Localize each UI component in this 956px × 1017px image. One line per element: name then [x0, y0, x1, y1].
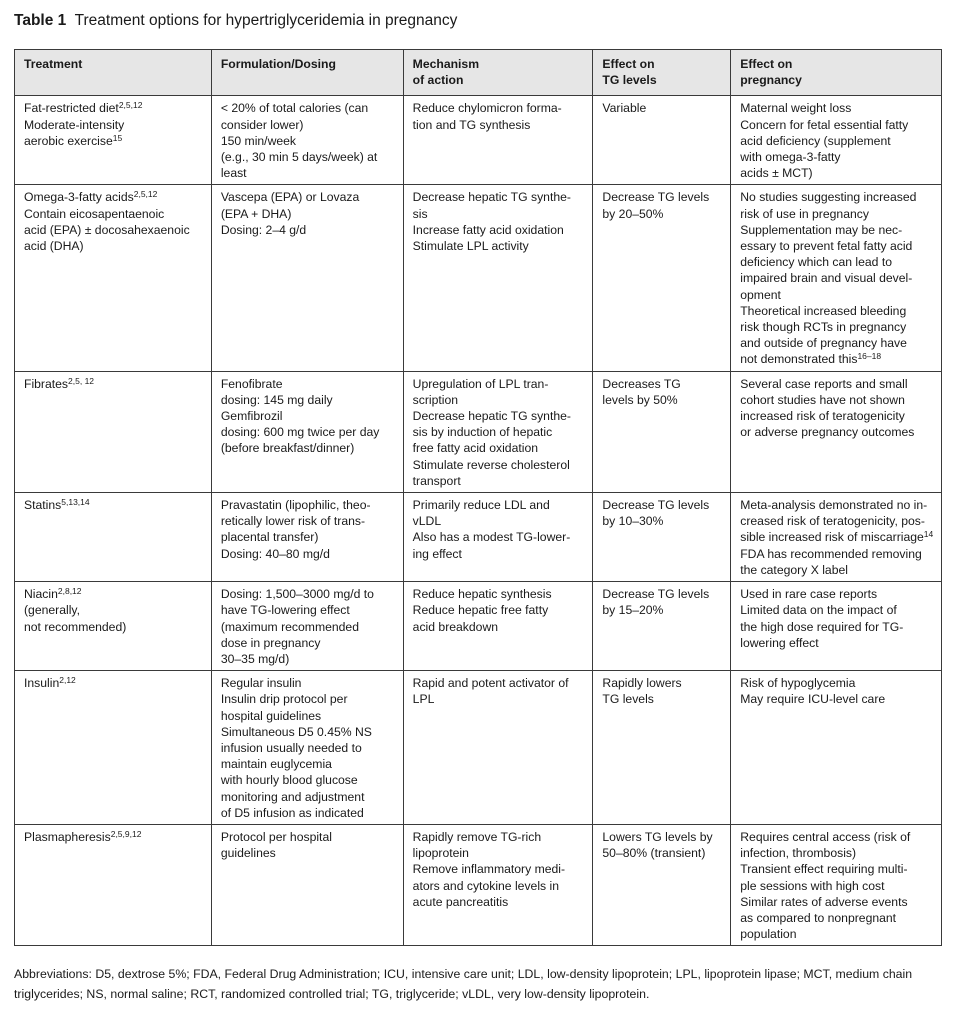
cell-line: Dosing: 1,500–3000 mg/d to [220, 587, 374, 602]
dosing-cell [211, 185, 403, 371]
cell-line-text: aerobic exercise [24, 133, 113, 148]
cell-line [740, 335, 936, 351]
cell-line-text: Fat-restricted diet [24, 101, 119, 116]
cell-line [740, 270, 936, 286]
cell-line: Dosing: 2–4 g/d [220, 222, 307, 237]
cell-line: 30–35 mg/d) [220, 651, 290, 666]
table-caption [14, 11, 457, 31]
cell-line: Gemfibrozil [220, 409, 283, 424]
cell-line: Also has a modest TG-lower- [412, 530, 571, 545]
cell-line: Vascepa (EPA) or Lovaza [220, 190, 360, 205]
cell-line-text: deficiency which can lead to [740, 255, 892, 270]
cell-line: by 20–50% [602, 206, 664, 221]
cell-line: least [220, 166, 247, 181]
header-mechanism: Mechanism of action [403, 50, 593, 96]
cell-line-text: essary to prevent fetal fatty acid [740, 239, 913, 254]
cell-line: acid breakdown [412, 619, 499, 634]
cell-line: levels by 50% [602, 392, 678, 407]
cell-line: ing effect [412, 546, 462, 561]
treatment-cell [15, 582, 212, 671]
cell-line: Decrease hepatic TG synthe- [412, 190, 571, 205]
cell-line [24, 586, 206, 602]
cell-line: Decrease TG levels [602, 498, 710, 513]
cell-line: Rapid and potent activator of [412, 676, 569, 691]
cell-line: (e.g., 30 min 5 days/week) at [220, 150, 378, 165]
cell-line: vLDL [412, 514, 442, 529]
cell-line: Decrease TG levels [602, 587, 710, 602]
cell-line-text: Niacin [24, 587, 58, 602]
cell-line-text: FDA has recommended removing [740, 546, 922, 561]
mechanism-cell [403, 824, 593, 945]
cell-line: Stimulate LPL activity [412, 239, 529, 254]
cell-line-text: cohort studies have not shown [740, 392, 905, 407]
cell-line: < 20% of total calories (can [220, 101, 369, 116]
cell-line: Increase fatty acid oxidation [412, 222, 564, 237]
cell-line-text: the high dose required for TG- [740, 619, 904, 634]
header-tg-effect: Effect on TG levels [593, 50, 731, 96]
cell-line-text: acid (DHA) [24, 239, 84, 254]
cell-line: Simultaneous D5 0.45% NS [220, 724, 372, 739]
cell-line: LPL [412, 692, 435, 707]
treatment-cell [15, 824, 212, 945]
cell-line [740, 829, 936, 845]
cell-line [24, 497, 206, 513]
cell-line [740, 691, 936, 707]
table-row [15, 371, 942, 492]
dosing-cell [211, 96, 403, 185]
cell-line: Reduce chylomicron forma- [412, 101, 562, 116]
table-label: Table 1 [14, 12, 67, 29]
pregnancy-effect-cell [731, 371, 942, 492]
cell-line: consider lower) [220, 117, 304, 132]
table-row [15, 824, 942, 945]
cell-line: Regular insulin [220, 676, 302, 691]
cell-line-text: Limited data on the impact of [740, 603, 897, 618]
table-row [15, 96, 942, 185]
cell-line [24, 675, 206, 691]
abbreviations-footnote: Abbreviations: D5, dextrose 5%; FDA, Federal Drug Administration; ICU, intensive care unit; LDL, low-density lipoprotein; LPL, lipoprotein lipase; MCT, medium chain triglycerides; NS, normal saline; RCT, randomized controlled trial; TG, triglyceride; vLDL, very low-density lipoprotein. [14, 967, 913, 1001]
mechanism-cell [403, 96, 593, 185]
cell-line [740, 878, 936, 894]
cell-line [740, 287, 936, 303]
dosing-cell [211, 493, 403, 582]
dosing-cell [211, 371, 403, 492]
cell-line: Rapidly remove TG-rich [412, 829, 542, 844]
cell-line: Protocol per hospital [220, 829, 332, 844]
cell-line: sis by induction of hepatic [412, 425, 553, 440]
tg-effect-cell [593, 96, 731, 185]
cell-line-text: not recommended) [24, 619, 127, 634]
cell-line: of D5 infusion as indicated [220, 805, 364, 820]
table-title: Treatment options for hypertriglyceridemia in pregnancy [74, 12, 458, 29]
tg-effect-cell [593, 582, 731, 671]
cell-line [740, 586, 936, 602]
cell-line [24, 376, 206, 392]
cell-line: TG levels [602, 692, 654, 707]
treatment-cell [15, 671, 212, 825]
cell-line-text: sible increased risk of miscarriage [740, 530, 924, 545]
treatment-cell [15, 96, 212, 185]
cell-line-text: Similar rates of adverse events [740, 894, 908, 909]
header-formulation-dosing: Formulation/Dosing [211, 50, 403, 96]
cell-line-text: Insulin [24, 676, 60, 691]
cell-line [740, 165, 936, 181]
cell-line: hospital guidelines [220, 708, 322, 723]
tg-effect-cell [593, 493, 731, 582]
cell-line-text: Transient effect requiring multi- [740, 862, 908, 877]
cell-line-text: increased risk of teratogenicity [740, 409, 905, 424]
cell-line [740, 222, 936, 238]
cell-line: free fatty acid oxidation [412, 441, 539, 456]
cell-line [740, 845, 936, 861]
cell-line: have TG-lowering effect [220, 603, 350, 618]
cell-line [24, 133, 206, 149]
cell-line [24, 189, 206, 205]
cell-line-text: Supplementation may be nec- [740, 222, 903, 237]
cell-line [740, 513, 936, 529]
cell-line: Decrease hepatic TG synthe- [412, 409, 571, 424]
cell-line [24, 602, 206, 618]
cell-line-text: not demonstrated this [740, 352, 858, 367]
cell-line-text: acids ± MCT) [740, 166, 813, 181]
cell-line-text: Several case reports and small [740, 376, 908, 391]
cell-line [740, 562, 936, 578]
tg-effect-cell [593, 185, 731, 371]
cell-line-text: Moderate-intensity [24, 117, 125, 132]
cell-line-text: Maternal weight loss [740, 101, 852, 116]
cell-line-text: the category X label [740, 562, 848, 577]
cell-line: (before breakfast/dinner) [220, 441, 355, 456]
cell-line-text: infection, thrombosis) [740, 846, 857, 861]
cell-line: Lowers TG levels by [602, 829, 713, 844]
cell-line: Dosing: 40–80 mg/d [220, 546, 330, 561]
cell-line: retically lower risk of trans- [220, 514, 366, 529]
cell-line-text: acid (EPA) ± docosahexaenoic [24, 222, 190, 237]
treatment-cell [15, 371, 212, 492]
pregnancy-effect-cell [731, 185, 942, 371]
cell-line-text: Theoretical increased bleeding [740, 303, 907, 318]
treatment-table [14, 49, 942, 946]
cell-line [740, 117, 936, 133]
cell-line: transport [412, 473, 461, 488]
cell-line [740, 408, 936, 424]
cell-line: Upregulation of LPL tran- [412, 376, 549, 391]
cell-line: Remove inflammatory medi- [412, 862, 566, 877]
reference-superscript: 15 [112, 132, 123, 143]
dosing-cell [211, 582, 403, 671]
cell-line [740, 149, 936, 165]
cell-line-text: with omega-3-fatty [740, 150, 841, 165]
cell-line-text: Fibrates [24, 376, 69, 391]
cell-line [24, 238, 206, 254]
cell-line [740, 376, 936, 392]
cell-line [24, 100, 206, 116]
cell-line: ators and cytokine levels in [412, 878, 559, 893]
mechanism-cell [403, 371, 593, 492]
cell-line [740, 206, 936, 222]
cell-line: guidelines [220, 846, 276, 861]
cell-line: Stimulate reverse cholesterol [412, 457, 570, 472]
cell-line [740, 238, 936, 254]
cell-line: maintain euglycemia [220, 757, 332, 772]
cell-line [24, 206, 206, 222]
cell-line-text: Contain eicosapentaenoic [24, 206, 165, 221]
cell-line [24, 117, 206, 133]
cell-line-text: Statins [24, 498, 62, 513]
cell-line-text: Omega-3-fatty acids [24, 190, 134, 205]
cell-line-text: Requires central access (risk of [740, 829, 911, 844]
reference-superscript: 5,13,14 [61, 497, 90, 508]
cell-line [740, 254, 936, 270]
mechanism-cell [403, 185, 593, 371]
reference-superscript: 2,8,12 [57, 586, 82, 597]
cell-line: infusion usually needed to [220, 740, 362, 755]
cell-line-text: as compared to nonpregnant [740, 910, 897, 925]
reference-superscript: 2,5,12 [118, 100, 143, 111]
header-row [15, 50, 942, 96]
tg-effect-cell [593, 824, 731, 945]
cell-line: Insulin drip protocol per [220, 692, 348, 707]
cell-line [740, 635, 936, 651]
cell-line [740, 910, 936, 926]
reference-superscript: 16–18 [857, 351, 882, 362]
cell-line: by 15–20% [602, 603, 664, 618]
cell-line: Pravastatin (lipophilic, theo- [220, 498, 371, 513]
cell-line: dosing: 600 mg twice per day [220, 425, 380, 440]
cell-line-text: impaired brain and visual devel- [740, 271, 913, 286]
tg-effect-cell [593, 671, 731, 825]
cell-line [740, 675, 936, 691]
cell-line: Primarily reduce LDL and [412, 498, 550, 513]
cell-line-text: Plasmapheresis [24, 829, 111, 844]
cell-line [740, 926, 936, 942]
cell-line [740, 100, 936, 116]
dosing-cell [211, 824, 403, 945]
cell-line: lipoprotein [412, 846, 469, 861]
cell-line-text: No studies suggesting increased [740, 190, 917, 205]
mechanism-cell [403, 671, 593, 825]
mechanism-cell [403, 582, 593, 671]
cell-line-text: Concern for fetal essential fatty [740, 117, 909, 132]
cell-line: acute pancreatitis [412, 894, 509, 909]
cell-line-text: or adverse pregnancy outcomes [740, 425, 915, 440]
cell-line-text: risk though RCTs in pregnancy [740, 320, 907, 335]
cell-line-text: (generally, [24, 603, 80, 618]
cell-line-text: opment [740, 287, 781, 302]
pregnancy-effect-cell [731, 96, 942, 185]
pregnancy-effect-cell [731, 493, 942, 582]
cell-line: dosing: 145 mg daily [220, 392, 333, 407]
cell-line: Decrease TG levels [602, 190, 710, 205]
cell-line [24, 222, 206, 238]
cell-line: (EPA + DHA) [220, 206, 292, 221]
table-row [15, 185, 942, 371]
cell-line: Reduce hepatic synthesis [412, 587, 552, 602]
cell-line: with hourly blood glucose [220, 773, 358, 788]
cell-line: Fenofibrate [220, 376, 283, 391]
cell-line [740, 392, 936, 408]
cell-line [740, 497, 936, 513]
pregnancy-effect-cell [731, 671, 942, 825]
cell-line: (maximum recommended [220, 619, 359, 634]
table-row [15, 671, 942, 825]
cell-line-text: Used in rare case reports [740, 587, 878, 602]
cell-line [740, 351, 936, 367]
cell-line [740, 189, 936, 205]
treatment-cell [15, 493, 212, 582]
cell-line [740, 619, 936, 635]
cell-line [740, 319, 936, 335]
header-pregnancy-effect: Effect on pregnancy [731, 50, 942, 96]
cell-line-text: ple sessions with high cost [740, 878, 885, 893]
mechanism-cell [403, 493, 593, 582]
cell-line: tion and TG synthesis [412, 117, 531, 132]
cell-line-text: and outside of pregnancy have [740, 336, 907, 351]
header-treatment: Treatment [15, 50, 212, 96]
treatment-cell [15, 185, 212, 371]
reference-superscript: 2,5,12 [133, 189, 158, 200]
cell-line [24, 829, 206, 845]
cell-line: by 10–30% [602, 514, 664, 529]
cell-line-text: creased risk of teratogenicity, pos- [740, 514, 925, 529]
tg-effect-cell [593, 371, 731, 492]
dosing-cell [211, 671, 403, 825]
cell-line [740, 529, 936, 545]
cell-line-text: May require ICU-level care [740, 692, 886, 707]
cell-line [740, 602, 936, 618]
cell-line-text: Risk of hypoglycemia [740, 676, 856, 691]
cell-line: Variable [602, 101, 647, 116]
cell-line-text: risk of use in pregnancy [740, 206, 869, 221]
cell-line-text: Meta-analysis demonstrated no in- [740, 498, 928, 513]
cell-line [740, 546, 936, 562]
cell-line: scription [412, 392, 459, 407]
reference-superscript: 2,5, 12 [68, 375, 95, 386]
cell-line: sis [412, 206, 428, 221]
cell-line-text: acid deficiency (supplement [740, 133, 891, 148]
cell-line [740, 894, 936, 910]
cell-line: placental transfer) [220, 530, 319, 545]
table-body [15, 96, 942, 946]
cell-line [740, 861, 936, 877]
cell-line [740, 303, 936, 319]
cell-line [740, 133, 936, 149]
pregnancy-effect-cell [731, 582, 942, 671]
pregnancy-effect-cell [731, 824, 942, 945]
cell-line [24, 619, 206, 635]
reference-superscript: 2,12 [59, 675, 76, 686]
cell-line: Rapidly lowers [602, 676, 682, 691]
table-row [15, 493, 942, 582]
cell-line [740, 424, 936, 440]
reference-superscript: 2,5,9,12 [110, 828, 142, 839]
table-row [15, 582, 942, 671]
cell-line: dose in pregnancy [220, 635, 321, 650]
cell-line: Reduce hepatic free fatty [412, 603, 549, 618]
reference-superscript: 14 [923, 529, 934, 540]
cell-line: 50–80% (transient) [602, 846, 706, 861]
cell-line-text: lowering effect [740, 635, 819, 650]
cell-line: Decreases TG [602, 376, 681, 391]
cell-line: 150 min/week [220, 133, 297, 148]
cell-line-text: population [740, 927, 797, 942]
cell-line: monitoring and adjustment [220, 789, 365, 804]
